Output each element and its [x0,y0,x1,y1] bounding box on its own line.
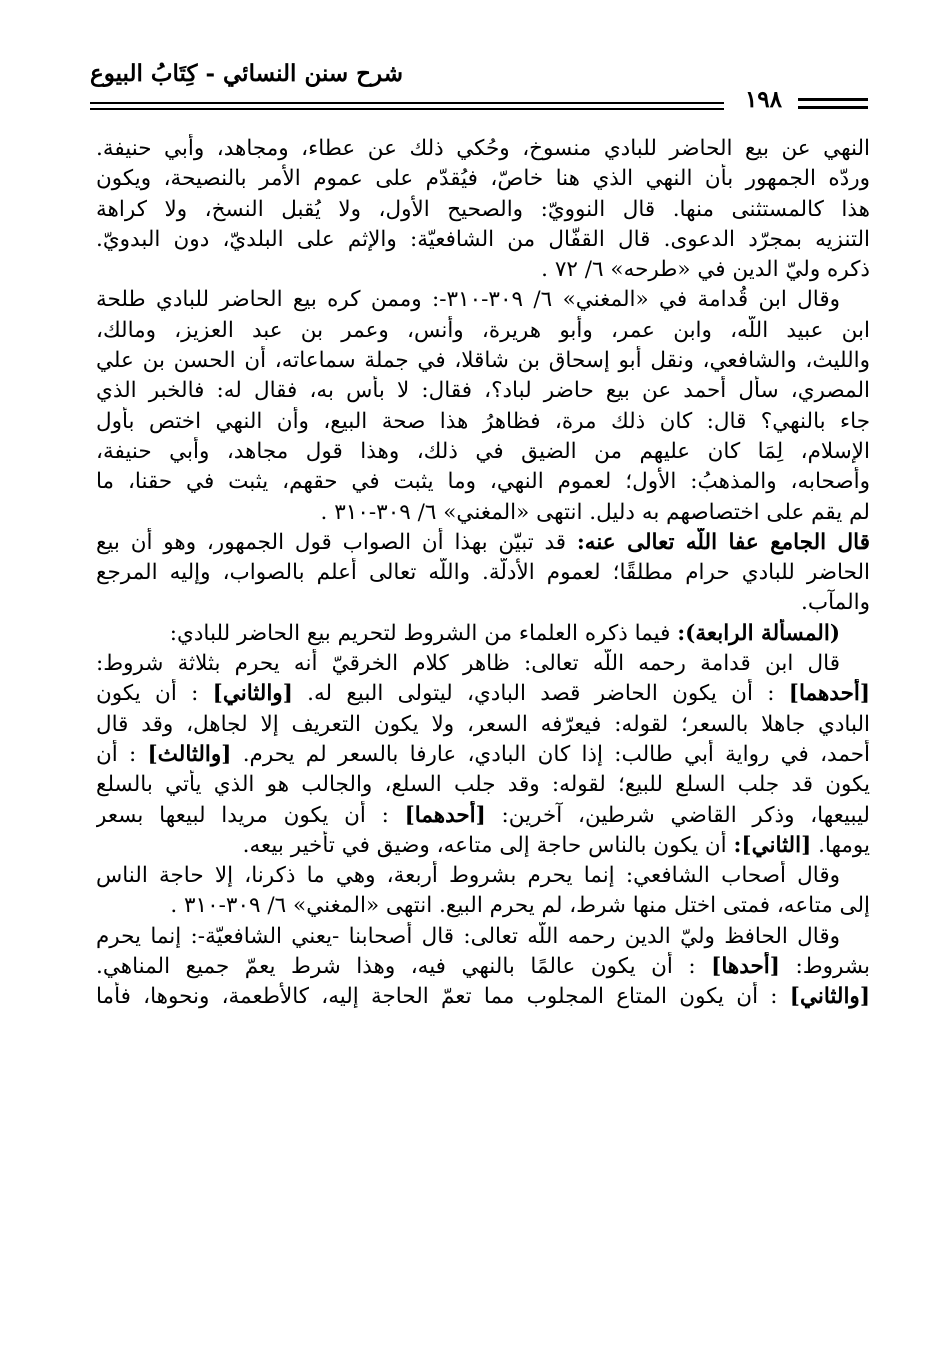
text-line [96,740,870,770]
text-line [96,134,870,164]
line-text: أحمد، في رواية أبي طالب: إذا كان البادي، عارفا بالسعر لم يحرم. [231,741,870,767]
text-line [96,801,870,831]
line-text: فيما ذكره العلماء من الشروط لتحريم بيع الحاضر للبادي: [169,620,678,646]
bold-heading-text: [والثالث] [147,741,232,767]
line-text: والليث، والشافعي، ونقل أبو إسحاق بن شاقلا، في جملة سماعاته، أن الحسن بن علي [96,348,870,374]
line-text: الحاضر للبادي حرام مطلقًا؛ لعموم الأدلّة. واللَّه تعالى أعلم بالصواب، وإليه المرجع [96,560,870,586]
bold-heading-text: [الثاني]: [733,832,812,858]
line-text: : أن يكون المتاع المجلوب مما تعمّ الحاجة إليه، كالأطعمة، ونحوها، فأما [96,984,790,1010]
line-text: قد تبيّن بهذا أن الصواب قول الجمهور، وهو أن بيع [96,529,577,555]
line-text: وقال الحافظ وليّ الدين رحمه اللَّه تعالى: قال أصحابنا -يعني الشافعيّة-: إنما يحرم [96,923,840,949]
line-text: جاء بالنهي؟ قال: كان ذلك مرة، فظاهرُ هذا صحة البيع، وأن النهي اختص بأول [96,408,870,434]
text-line [96,710,870,740]
text-line [96,861,870,891]
line-text: وقال ابن قُدامة في «المغني» ٦/ ٣٠٩-٣١٠-: وممن كره بيع الحاضر للبادي طلحة [96,287,840,313]
line-text: قال ابن قدامة رحمه اللَّه تعالى: ظاهر كلام الخرقيّ أنه يحرم بثلاثة شروط: [96,651,840,677]
bold-heading-text: [أحدها] [711,954,780,980]
text-line [96,195,870,225]
text-line [96,528,870,558]
body-text [96,134,870,1013]
line-text: لم يقم على اختصاصهم به دليل. انتهى «المغني» ٦/ ٣٠٩-٣١٠ . [320,499,870,525]
line-text: يومها. [811,832,870,858]
line-text: ليبيعها، وذكر القاضي شرطين، آخرين: [485,802,870,828]
line-text: والمآب. [801,590,870,616]
header-rule [90,108,724,110]
line-text: البادي جاهلا بالسعر؛ لقوله: فيعرّفه السعر، ولا يكون التعريف إلا لجاهل، وقد قال [96,711,870,737]
line-text: ابن عبيد اللَّه، وابن عمر، وأبو هريرة، وأنس، وعمر بن عبد العزيز، ومالك، [96,317,870,343]
line-text: التنزيه بمجرّد الدعوى. قال القفّال من الشافعيّة: والإثم على البلديّ، دون البدويّ. [96,226,870,252]
line-text: : أن [96,741,148,767]
text-line [96,952,870,982]
header-rule [90,102,724,104]
text-line [96,225,870,255]
text-line [96,376,870,406]
line-text: هذا كالمستثنى منها. قال النوويّ: والصحيح الأول، ولا يُقبل النسخ، ولا كراهة [96,196,870,222]
text-line [96,164,870,194]
text-line [96,558,870,588]
text-line [96,679,870,709]
bold-heading-text: [والثاني] [789,984,870,1010]
bold-heading-text: [أحدهما] [788,681,870,707]
line-text: يكون قد جلب السلع للبيع؛ لقوله: وقد جلب السلع، والجالب هو الذي يأتي بالسلع [96,772,870,798]
text-line [96,891,870,921]
page-number: ١٩٨ [744,86,782,113]
line-text: وردّه الجمهور بأن النهي الذي هنا خاصّ، فيُقدّم على عموم الأمر بالنصيحة، ويكون [96,166,870,192]
text-line [96,467,870,497]
text-line [96,498,870,528]
text-line [96,922,870,952]
line-text: : أن يكون مريدا لبيعها بسعر [96,802,405,828]
bold-heading-text: [والثاني] [212,681,293,707]
line-text: : أن يكون [96,681,213,707]
text-line [96,316,870,346]
line-text: وقال أصحاب الشافعي: إنما يحرم بشروط أربعة، وهي ما ذكرنا، إلا حاجة الناس [96,863,840,889]
text-line [96,255,870,285]
line-text: النهي عن بيع الحاضر للبادي منسوخ، وحُكي ذلك عن عطاء، ومجاهد، وأبي حنيفة. [96,136,870,161]
line-text: : أن يكون الحاضر قصد البادي، ليتولى البيع له. [292,681,789,707]
line-text: الإسلام، لِمَا كان عليهم من الضيق في ذلك، وهذا قول مجاهد، وأبي حنيفة، [96,438,870,464]
line-text: إلى متاعه، فمتى اختل منها شرط، لم يحرم البيع. انتهى «المغني» ٦/ ٣٠٩-٣١٠ . [170,893,870,919]
line-text: المصري، سأل أحمد عن بيع حاضر لباد؟، فقال: لا بأس به، فقال له: فالخبر الذي [96,378,870,404]
text-line [96,770,870,800]
text-line [96,285,870,315]
line-text: بشروط: [779,954,870,980]
text-line [96,588,870,618]
running-title: شرح سنن النسائي - كِتَابُ البيوع [90,60,403,87]
page-header [90,58,868,118]
bold-heading-text: قال الجامع عفا اللَّه تعالى عنه: [576,529,870,555]
text-line [96,982,870,1012]
text-line [96,649,870,679]
text-line [96,437,870,467]
header-rule [798,106,868,109]
header-rule [798,98,868,101]
text-line [96,346,870,376]
text-line [96,831,870,861]
bold-heading-text: (المسألة الرابعة): [677,620,840,646]
line-text: ذكره وليّ الدين في «طرحه» ٦/ ٧٢ . [541,257,870,283]
line-text: : أن يكون عالمًا بالنهي فيه، وهذا شرط يعمّ جميع المناهي. [96,954,712,980]
text-line [96,619,870,649]
text-line [96,407,870,437]
bold-heading-text: [أحدهما] [404,802,486,828]
line-text: وأصحابه، والمذهبُ: الأول؛ لعموم النهي، وما يثبت في حقهم، يثبت في حقنا، ما [96,469,870,495]
line-text: أن يكون بالناس حاجة إلى متاعه، وضيق في تأخير بيعه. [242,832,734,858]
